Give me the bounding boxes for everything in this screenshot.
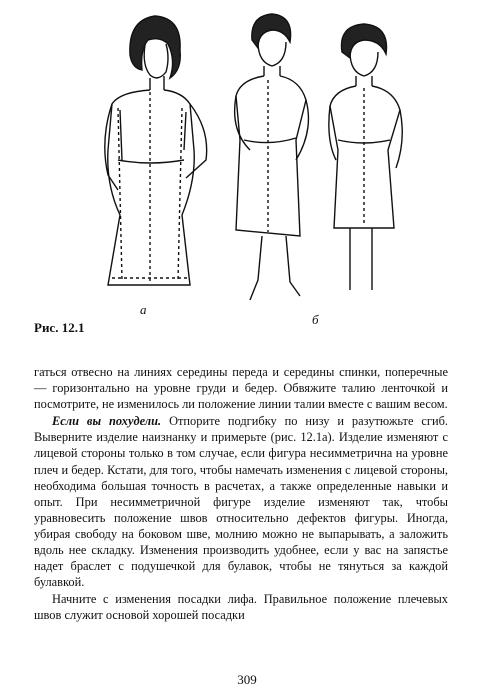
paragraph-1: гаться отвесно на линиях середины переда и середины спинки, поперечные — горизонтально на уровне груди и бедер. Обвяжите талию ленточкой и посмотрите, не изменилось ли положение линии талии вместе с вашим весом. (34, 365, 448, 412)
figure-b2-drawing (329, 24, 402, 290)
paragraph-2-rest: Отпорите подгибку по низу и разутюжьте сгиб. Выверните изделие наизнанку и примерьте (рис. 12.1а). Изделие изменяют с лицевой стороны только в том случае, если фигура несимметрична на уровне плеч и бедер. Кстати, для того, чтобы намечать изменения с лицевой стороны, необходима большая точность в расчетах, а также определенные навыки и опыт. При несимметричной фигуре изделие изменяют так, чтобы уравновесить положение швов относительно дефектов фигуры. Иногда, убирая свободу на боковом шве, молнию можно не выпарывать, а заложить вдоль нее складку. Изменения производить удобнее, если у вас на запястье надет браслет с подушечкой для булавок, чтобы не тянуться за каждой булавкой. (34, 414, 448, 590)
figure-label-b: б (312, 312, 319, 327)
paragraph-2-lead: Если вы похудели. (52, 414, 162, 429)
paragraph-3: Начните с изменения посадки лифа. Правильное положение плечевых швов служит основой хорошей посадки (34, 592, 448, 623)
figure-caption: Рис. 12.1 (34, 320, 85, 335)
paragraph-2 (34, 413, 448, 590)
figure-b1-drawing (235, 14, 309, 300)
body-text (34, 364, 448, 624)
page-number: 309 (237, 672, 257, 687)
figure-label-a: а (140, 302, 147, 317)
dress-illustrations (0, 0, 494, 330)
figure-a-drawing (105, 16, 207, 285)
